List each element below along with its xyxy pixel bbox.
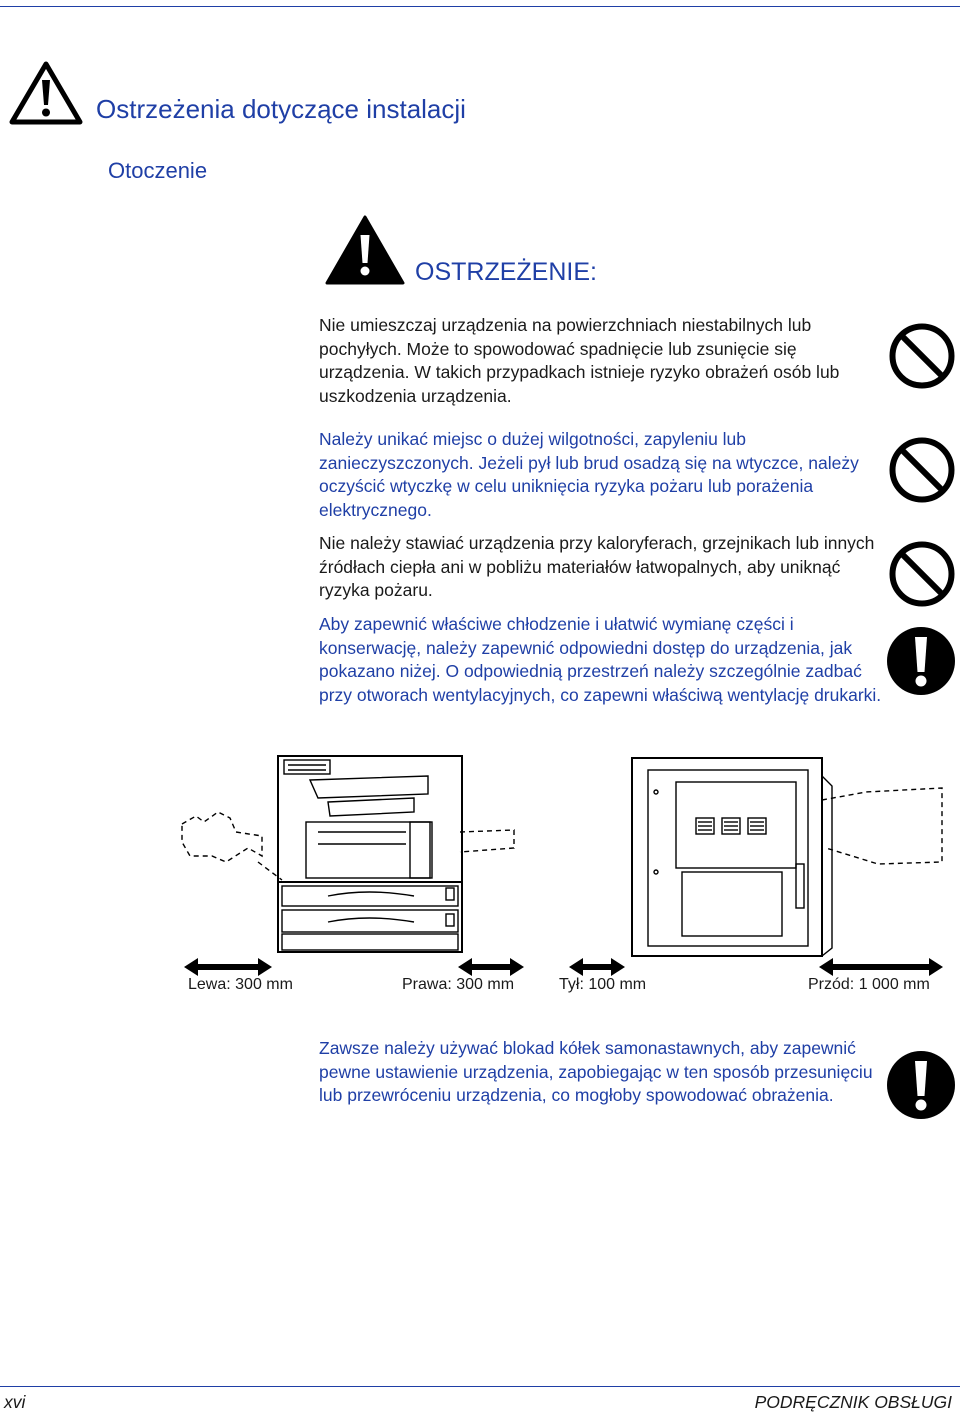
warning-triangle-icon — [8, 60, 84, 126]
prohibition-icon — [888, 322, 956, 390]
manual-name: PODRĘCZNIK OBSŁUGI — [754, 1392, 952, 1412]
warning-triangle-icon — [325, 215, 405, 285]
arrow-left-clearance-icon — [182, 956, 274, 978]
printer-front-illustration — [178, 752, 518, 962]
mandatory-action-icon — [886, 1050, 956, 1120]
warning-paragraph-humidity: Należy unikać miejsc o dużej wilgotności, zapyleniu lub zanieczyszczonych. Jeżeli pył lub brud osadzą się na wtyczce, należy oczyścić wtyczkę w celu uniknięcia ryzyka pożaru lub porażenia elektrycznego. — [319, 429, 859, 520]
footer-rule — [0, 1386, 960, 1387]
warning-paragraph-unstable: Nie umieszczaj urządzenia na powierzchniach niestabilnych lub pochyłych. Może to spowodować spadnięcie lub zsunięcie się urządzenia. W takich przypadkach istnieje ryzyko obrażeń osób lub uszkodzenia urządzenia. — [319, 315, 840, 406]
clearance-front-label: Przód: 1 000 mm — [808, 976, 930, 993]
arrow-rear-clearance-icon — [567, 956, 627, 978]
warning-paragraph-heat: Nie należy stawiać urządzenia przy kaloryferach, grzejnikach lub innych źródłach ciepła ani w pobliżu materiałów łatwopalnych, aby uniknąć ryzyka pożaru. — [319, 533, 875, 601]
section-title: Otoczenie — [108, 158, 208, 183]
arrow-front-clearance-icon — [817, 956, 945, 978]
clearance-rear-label: Tył: 100 mm — [559, 976, 647, 993]
clearance-right-label: Prawa: 300 mm — [402, 976, 515, 993]
printer-side-illustration — [626, 752, 946, 962]
mandatory-action-icon — [886, 626, 956, 696]
clearance-left-label: Lewa: 300 mm — [188, 976, 293, 993]
prohibition-icon — [888, 540, 956, 608]
arrow-right-clearance-icon — [456, 956, 526, 978]
page-number: xvi — [4, 1392, 26, 1412]
prohibition-icon — [888, 436, 956, 504]
warning-title: OSTRZEŻENIE: — [415, 258, 597, 286]
warning-paragraph-casters: Zawsze należy używać blokad kółek samonastawnych, aby zapewnić pewne ustawienie urządzenia, zapobiegając w ten sposób przesunięciu lub przewróceniu urządzenia, co mogłoby spowodować obrażenia. — [319, 1038, 873, 1106]
page-title: Ostrzeżenia dotyczące instalacji — [96, 94, 466, 124]
top-rule — [0, 6, 960, 7]
warning-paragraph-clearance: Aby zapewnić właściwe chłodzenie i ułatwić wymianę części i konserwację, należy zapewnić odpowiedni dostęp do urządzenia, jak pokazano niżej. O odpowiednią przestrzeń należy szczególnie zadbać przy otworach wentylacyjnych, co zapewni właściwą wentylację drukarki. — [319, 614, 882, 705]
